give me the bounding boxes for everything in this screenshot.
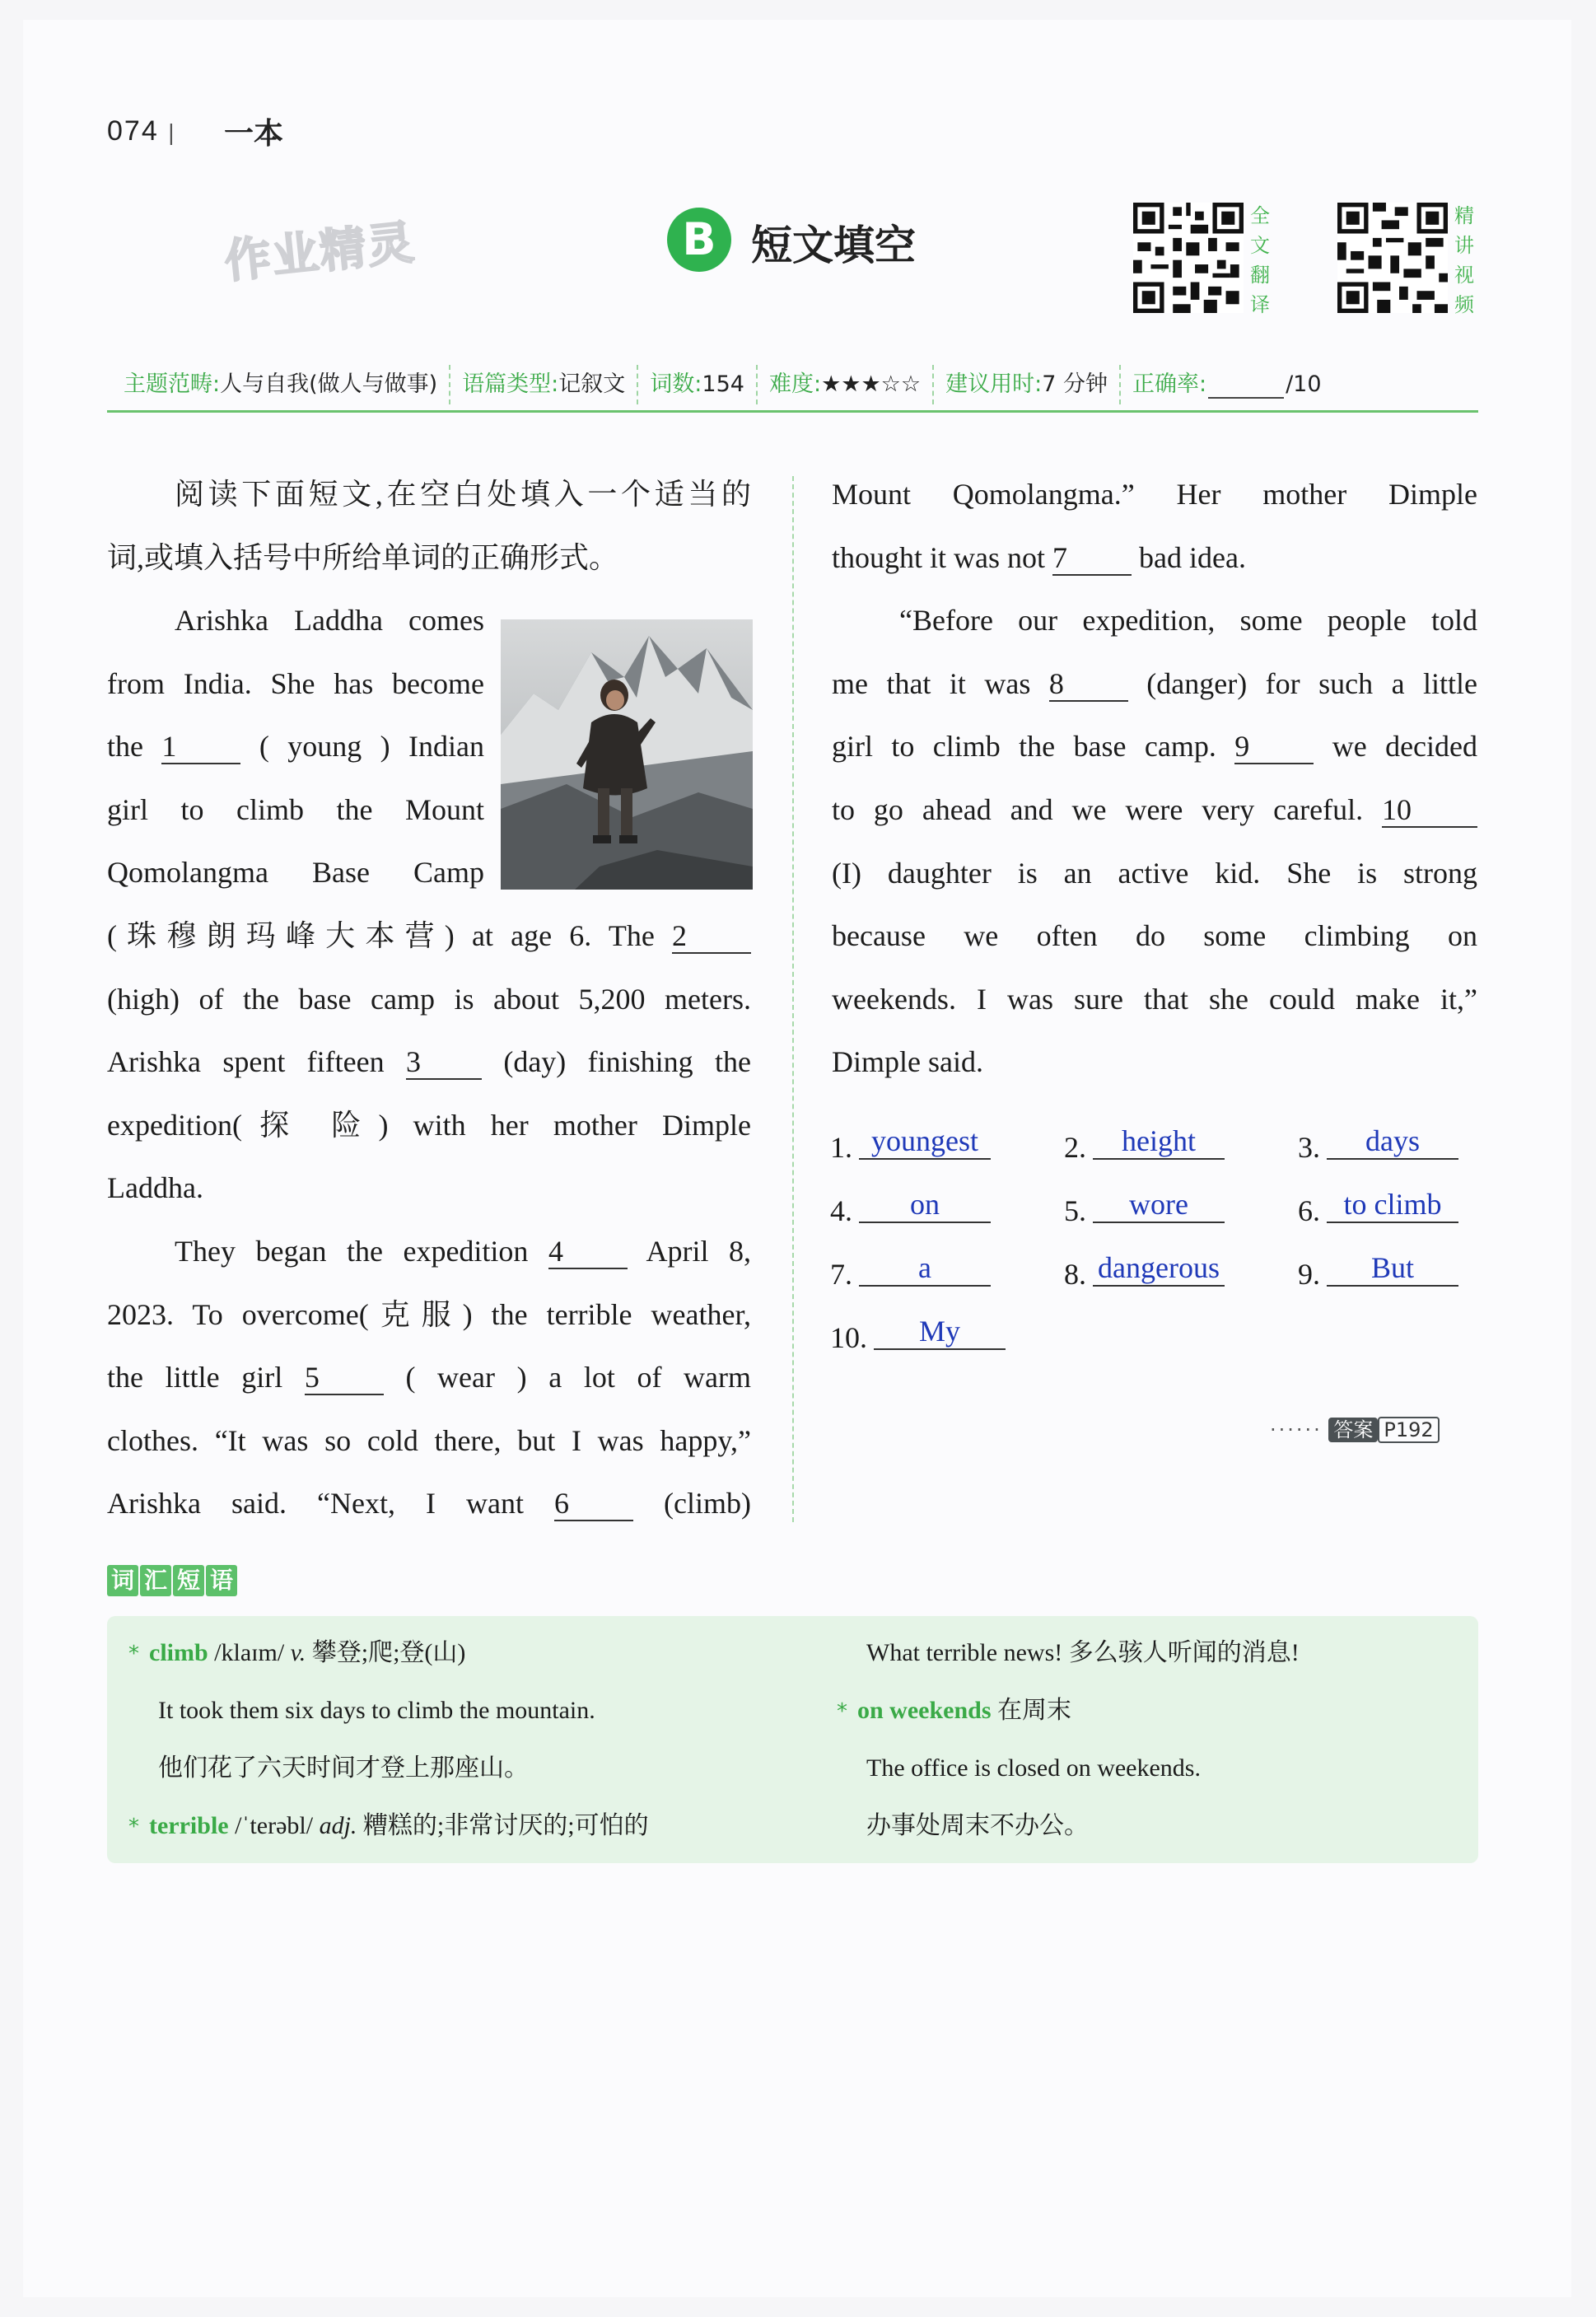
watermark: 作业精灵 xyxy=(222,216,418,289)
answer-label: 答案 xyxy=(1328,1418,1378,1442)
photo-girl-on-mountain xyxy=(501,619,753,890)
meta-genre: 语篇类型:记叙文 xyxy=(450,365,638,404)
blank-9[interactable]: 9 xyxy=(1234,730,1314,764)
accuracy-blank[interactable] xyxy=(1208,372,1284,399)
answer-5[interactable]: 5. wore xyxy=(1064,1194,1225,1230)
vocab-heading: 词 汇 短 语 xyxy=(107,1565,237,1596)
section-title: 短文填空 xyxy=(751,221,916,269)
blank-3[interactable]: 3 xyxy=(406,1045,482,1080)
answer-10[interactable]: 10. My xyxy=(830,1320,1006,1357)
qr-code-video[interactable] xyxy=(1337,203,1448,313)
qr-code-icon xyxy=(1133,203,1244,313)
blank-1[interactable]: 1 xyxy=(161,730,240,764)
answer-1[interactable]: 1. youngest xyxy=(830,1130,991,1166)
meta-word-count: 词数:154 xyxy=(638,365,758,404)
blank-5[interactable]: 5 xyxy=(305,1361,384,1395)
passage-left-narrow: Arishka Laddha comes from India. She has become the 1 ( young ) Indian girl to climb the Mount Qomolangma Base Camp xyxy=(107,604,485,890)
vocab-left: * climb /klaɪm/ v. 攀登;爬;登(山) It took them six days to climb the mountain. 他们花了六天时间才登上那座山。 * terrible /ˈterəbl/ adj. 糟糕的;非常讨厌的;可怕的 xyxy=(128,1624,649,1855)
blank-4[interactable]: 4 xyxy=(548,1235,628,1269)
meta-theme: 主题范畴:人与自我(做人与做事) xyxy=(107,365,450,404)
blank-2[interactable]: 2 xyxy=(672,919,751,954)
passage-left-wide: (珠穆朗玛峰大本营) at age 6. The 2 (high) of the base camp is about 5,200 meters. Arishka spent fifteen 3 (day) finishing the expedition(探 险) with her mother Dimple Laddha. They began the expedition 4 April 8, 2023. To overcome(克服) the terrible weather, the little girl 5 ( wear ) a lot of warm clothes. “It was so cold there, but I was happy,” Arishka said. “Next, I want 6 (climb) xyxy=(107,919,752,1521)
mountain-photo-icon xyxy=(501,619,753,890)
instruction: 阅读下面短文,在空白处填入一个适当的 词,或填入括号中所给单词的正确形式。 xyxy=(107,478,751,574)
answer-7[interactable]: 7. a xyxy=(830,1257,991,1293)
blank-10[interactable]: 10 xyxy=(1382,793,1477,828)
vocab-right: What terrible news! 多么骇人听闻的消息! * on weekends 在周末 The office is closed on weekends. 办事处周末不办公。 xyxy=(837,1639,1300,1839)
vocab-entry-climb: * climb /klaɪm/ v. 攀登;爬;登(山) xyxy=(128,1639,466,1666)
answer-6[interactable]: 6. to climb xyxy=(1298,1194,1458,1230)
vocab-entry-terrible: * terrible /ˈterəbl/ adj. 糟糕的;非常讨厌的;可怕的 xyxy=(128,1812,649,1839)
passage-right: Mount Qomolangma.” Her mother Dimple thought it was not 7 bad idea. “Before our expedition, some people told me that it was 8 (danger) for such a little girl to climb the base camp. 9 we decided to go ahead and we were very careful. 10 (I) daughter is an active kid. She is strong because we often do some climbing on weekends. I was sure that she could make it,” Dimple said. xyxy=(832,478,1478,1079)
meta-time: 建议用时:7 分钟 xyxy=(934,365,1121,404)
answer-4[interactable]: 4. on xyxy=(830,1194,991,1230)
qr-translation-label: 全 文 翻 译 xyxy=(1250,204,1270,316)
answer-page: P192 xyxy=(1378,1417,1439,1443)
vocab-entry-on-weekends: * on weekends 在周末 xyxy=(837,1697,1072,1724)
blank-7[interactable]: 7 xyxy=(1052,541,1132,576)
answer-3[interactable]: 3. days xyxy=(1298,1130,1458,1166)
meta-difficulty: 难度:★★★☆☆ xyxy=(758,365,934,404)
meta-accuracy: 正确率: /10 xyxy=(1132,371,1322,397)
column-divider xyxy=(792,476,794,1522)
qr-code-translation[interactable] xyxy=(1133,203,1244,313)
section-badge: B xyxy=(667,208,731,272)
blank-6[interactable]: 6 xyxy=(554,1487,633,1521)
answer-9[interactable]: 9. But xyxy=(1298,1257,1458,1293)
answer-8[interactable]: 8. dangerous xyxy=(1064,1257,1225,1293)
qr-code-icon xyxy=(1337,203,1448,313)
qr-video-label: 精 讲 视 频 xyxy=(1454,204,1474,316)
meta-info-bar xyxy=(107,359,1478,413)
answer-2[interactable]: 2. height xyxy=(1064,1130,1225,1166)
blank-8[interactable]: 8 xyxy=(1049,667,1128,702)
answer-page-reference[interactable]: ······ 答案 P192 xyxy=(1270,1413,1440,1442)
brand-logo: 一本 xyxy=(224,117,284,151)
page-number: 074 | xyxy=(107,115,176,147)
